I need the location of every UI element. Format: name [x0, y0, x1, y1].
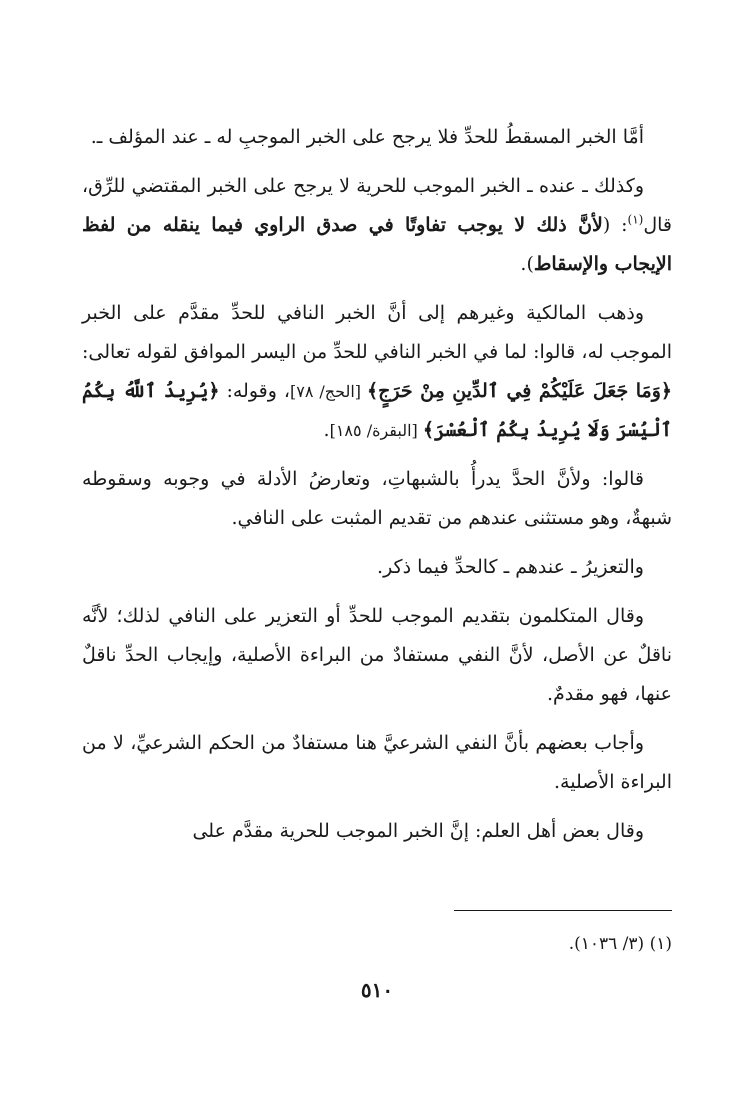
paragraph-3-intro: وذهب المالكية وغيرهم إلى أنَّ الخبر النافي للحدِّ مقدَّم على الخبر الموجب له، قالوا: لما في الخبر النافي للحدِّ من اليسر الموافق لقوله تعالى: — [82, 302, 672, 363]
verse-reference-1: [الحج/ ٧٨] — [289, 382, 367, 401]
paragraph-4: قالوا: ولأنَّ الحدَّ يدرأُ بالشبهاتِ، وتعارضُ الأدلة في وجوبه وسقوطه شبهةٌ، وهو مستثنى عندهم من تقديم المثبت على النافي. — [82, 468, 672, 529]
paragraph-7: وأجاب بعضهم بأنَّ النفي الشرعيَّ هنا مستفادٌ من الحكم الشرعيِّ، لا من البراءة الأصلية. — [82, 732, 672, 793]
paragraph-6: وقال المتكلمون بتقديم الموجب للحدِّ أو التعزير على النافي لذلك؛ لأنَّه ناقلٌ عن الأصل، لأنَّ النفي مستفادٌ من البراءة الأصلية، وإيجاب الحدِّ ناقلٌ عنها، فهو مقدمٌ. — [82, 605, 672, 705]
main-text — [82, 118, 672, 861]
paragraph-5: والتعزيرُ ـ عندهم ـ كالحدِّ فيما ذكر. — [377, 556, 644, 578]
paragraph-3-middle: ، وقوله: — [219, 380, 290, 402]
paragraph-2-end: ). — [520, 253, 534, 275]
quran-verse-1: ﴿وَمَا جَعَلَ عَلَيْكُمْ فِي ٱلدِّينِ مِنْ حَرَجٍ﴾ — [367, 380, 672, 402]
verse-reference-2: [البقرة/ ١٨٥] — [329, 421, 423, 440]
footnote-marker: (١) — [627, 212, 644, 227]
footnote: (١) (٣/ ١٠٣٦). — [568, 934, 672, 954]
paragraph-1: أمَّا الخبر المسقطُ للحدِّ فلا يرجح على الخبر الموجبِ له ـ عند المؤلف ـ. — [90, 126, 644, 148]
paragraph-3 — [82, 294, 672, 450]
page-number: ٥١٠ — [360, 978, 394, 1002]
paragraph-2-intro: وكذلك ـ عنده ـ الخبر الموجب للحرية لا يرجح على الخبر المقتضي للرِّق، قال — [82, 175, 673, 236]
paragraph-8: وقال بعض أهل العلم: إنَّ الخبر الموجب للحرية مقدَّم على — [192, 820, 644, 842]
paragraph-3-end: . — [323, 419, 330, 441]
paragraph-2 — [82, 167, 672, 284]
paragraph-2-quote: لأنَّ ذلك لا يوجب تفاوتًا في صدق الراوي فيما ينقله من لفظ الإيجاب والإسقاط — [82, 214, 672, 275]
paragraph-2-colon: : ( — [602, 214, 628, 236]
quran-verse-2: ﴿يُرِيدُ ٱللَّهُ بِكُمُ ٱلْيُسْرَ وَلَا يُرِيدُ بِكُمُ ٱلْعُسْرَ﴾ — [82, 380, 672, 441]
footnote-divider — [454, 910, 672, 911]
